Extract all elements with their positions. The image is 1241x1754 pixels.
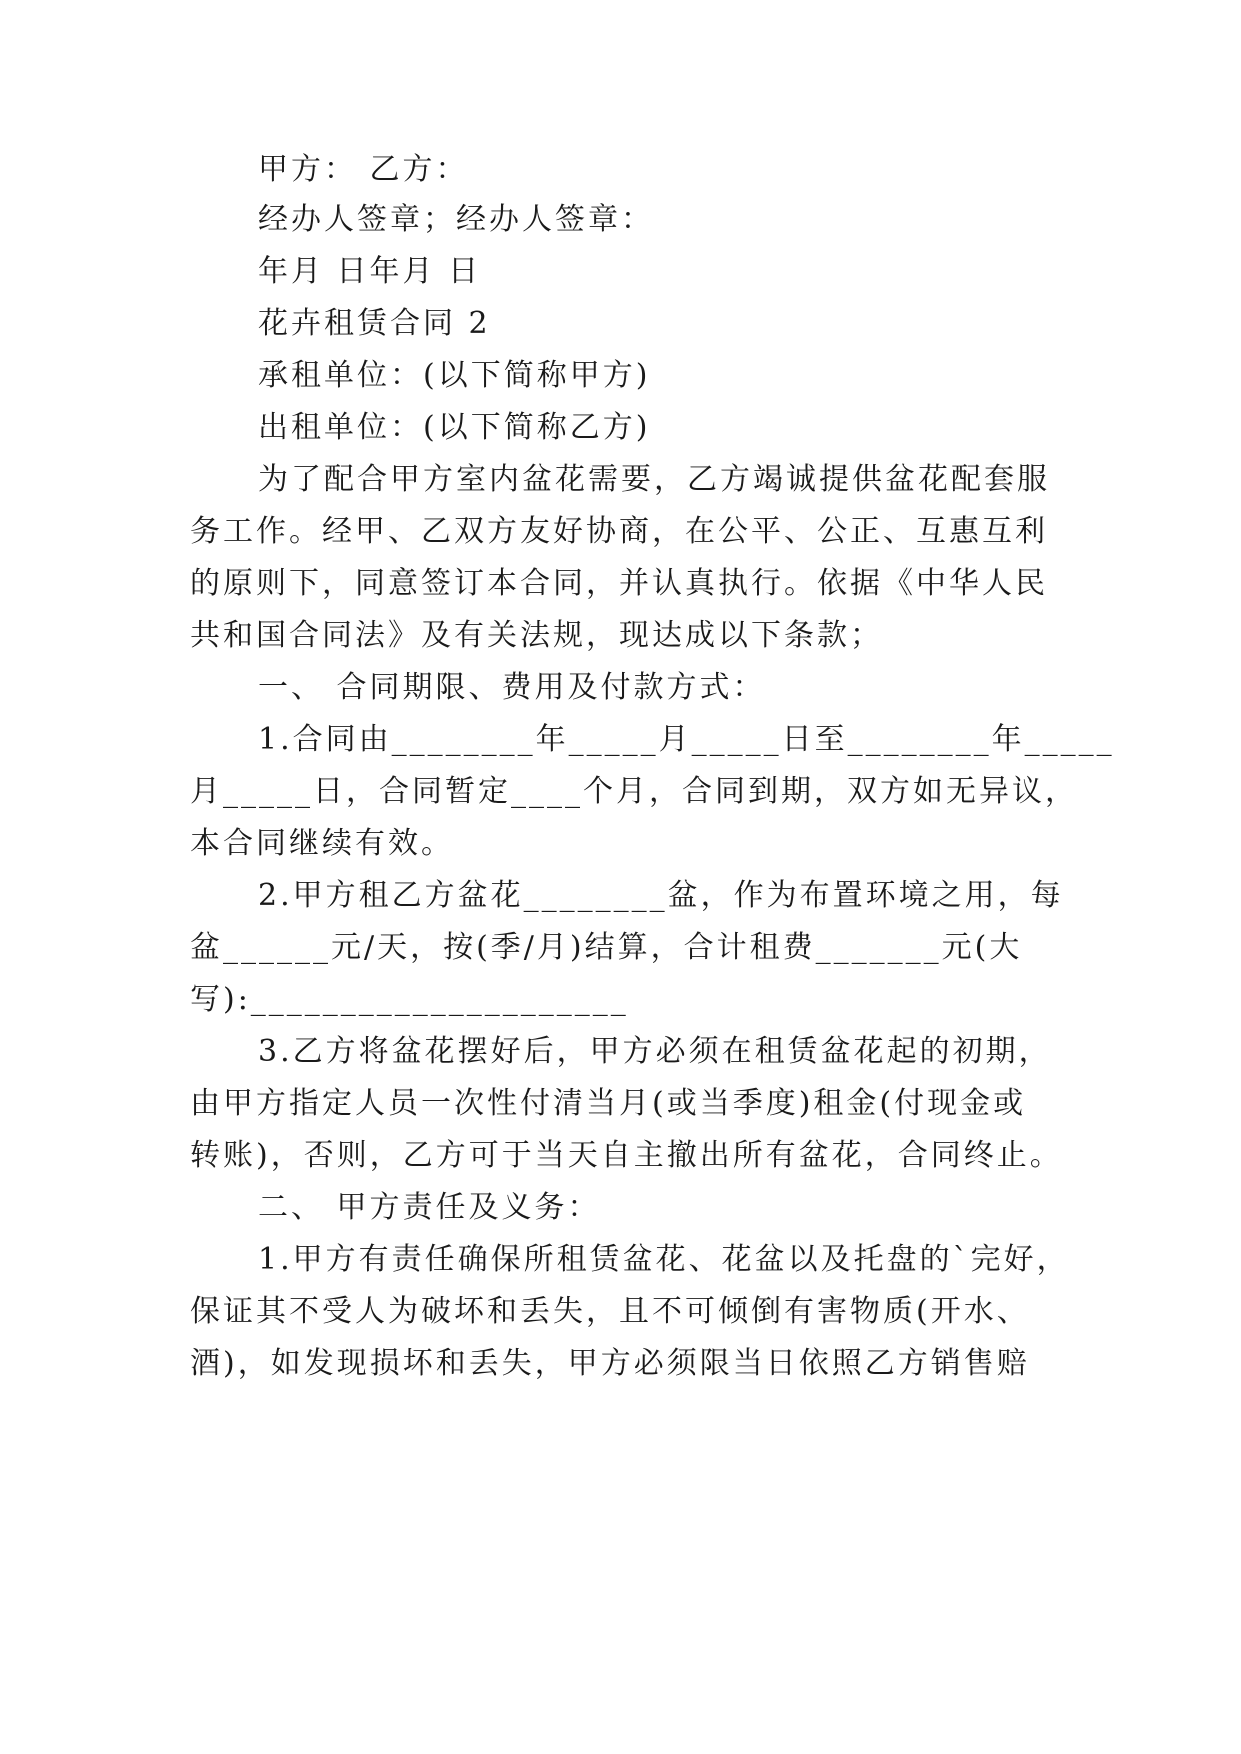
clause-1-3-line-1: 3.乙方将盆花摆好后，甲方必须在租赁盆花起的初期， [258,1034,1052,1069]
preamble-line-1: 为了配合甲方室内盆花需要，乙方竭诚提供盆花配套服 [258,462,1050,497]
signature-parties-line: 甲方： 乙方： [258,152,469,187]
lessor-line: 出租单位：(以下简称乙方) [258,410,651,445]
clause-1-1-line-3: 本合同继续有效。 [190,826,454,861]
preamble-line-3: 的原则下，同意签订本合同，并认真执行。依据《中华人民 [190,566,1048,601]
clause-1-1-line-1: 1.合同由________年_____月_____日至________年_____ [258,722,1115,757]
clause-1-2-line-2: 盆______元/天，按(季/月)结算，合计租费_______元(大 [190,930,1023,965]
clause-1-3-line-2: 由甲方指定人员一次性付清当月(或当季度)租金(付现金或 [190,1086,1027,1121]
clause-2-1-line-2: 保证其不受人为破坏和丢失，且不可倾倒有害物质(开水、 [190,1294,1030,1329]
clause-2-1-line-3: 酒)，如发现损坏和丢失，甲方必须限当日依照乙方销售赔 [190,1346,1030,1381]
clause-1-2-line-3: 写):_____________________ [190,982,629,1017]
signature-agent-line: 经办人签章；经办人签章： [258,202,654,237]
clause-1-1-line-2: 月_____日，合同暂定____个月，合同到期，双方如无异议， [190,774,1078,809]
section-heading-2: 二、 甲方责任及义务： [258,1190,601,1225]
lessee-line: 承租单位：(以下简称甲方) [258,358,651,393]
clause-1-2-line-1: 2.甲方租乙方盆花________盆，作为布置环境之用，每 [258,878,1064,913]
signature-date-line: 年月 日年月 日 [258,254,482,289]
contract-title: 花卉租赁合同 2 [258,306,491,341]
preamble-line-4: 共和国合同法》及有关法规，现达成以下条款； [190,618,883,653]
preamble-line-2: 务工作。经甲、乙双方友好协商，在公平、公正、互惠互利 [190,514,1048,549]
section-heading-1: 一、 合同期限、费用及付款方式： [258,670,766,705]
clause-1-3-line-3: 转账)，否则，乙方可于当天自主撤出所有盆花，合同终止。 [190,1138,1063,1173]
clause-2-1-line-1: 1.甲方有责任确保所租赁盆花、花盆以及托盘的`完好， [258,1242,1070,1277]
